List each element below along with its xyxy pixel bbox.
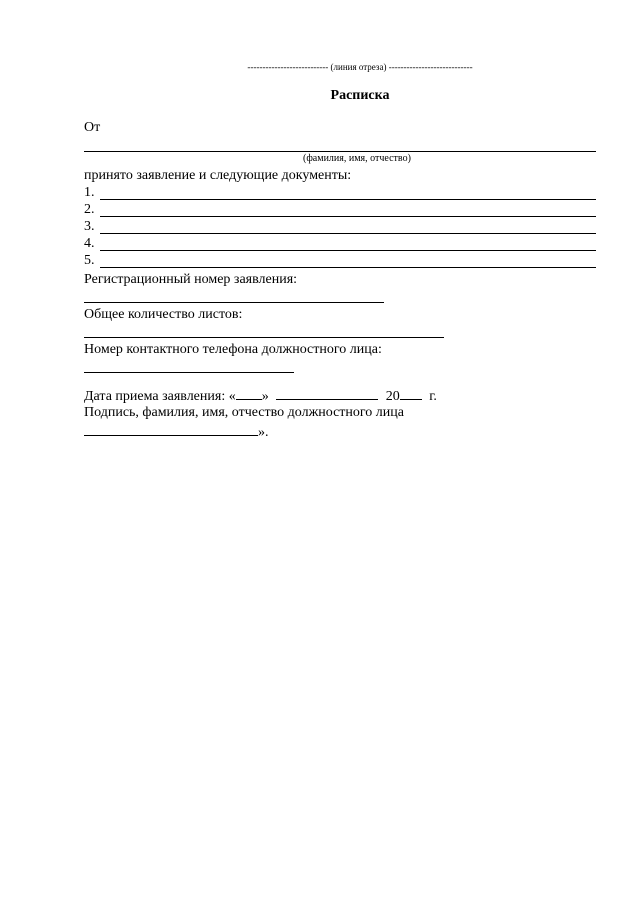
phone-label: Номер контактного телефона должностного лица:: [84, 342, 382, 357]
document-line-2[interactable]: [100, 216, 596, 217]
document-line-5[interactable]: [100, 267, 596, 268]
date-day-line[interactable]: [236, 387, 262, 400]
signature-label: Подпись, фамилия, имя, отчество должностного лица: [84, 405, 404, 420]
document-line-4[interactable]: [100, 250, 596, 251]
document-line-3[interactable]: [100, 233, 596, 234]
accepted-text: принято заявление и следующие документы:: [84, 168, 352, 183]
date-row: [84, 387, 437, 405]
document-number-1: 1.: [84, 185, 95, 200]
phone-line[interactable]: [84, 372, 294, 373]
name-caption: (фамилия, имя, отчество): [303, 153, 411, 164]
date-suffix: г.: [429, 389, 437, 404]
from-label: От: [84, 120, 101, 135]
document-number-5: 5.: [84, 253, 95, 268]
date-year: 20: [385, 389, 400, 404]
from-name-line[interactable]: [84, 151, 596, 152]
document-number-3: 3.: [84, 219, 95, 234]
reg-number-line[interactable]: [84, 302, 384, 303]
date-month-line[interactable]: [276, 387, 378, 400]
date-prefix: Дата приема заявления: «: [84, 389, 236, 404]
signature-line[interactable]: [84, 423, 258, 436]
date-year-line[interactable]: [400, 387, 422, 400]
signature-end: ».: [258, 425, 269, 440]
sheets-line[interactable]: [84, 337, 444, 338]
reg-number-label: Регистрационный номер заявления:: [84, 272, 298, 287]
document-number-4: 4.: [84, 236, 95, 251]
document-number-2: 2.: [84, 202, 95, 217]
signature-row: [84, 423, 269, 441]
date-quote-close: »: [261, 389, 269, 404]
page-title: Расписка: [330, 88, 390, 103]
document-line-1[interactable]: [100, 199, 596, 200]
cut-line: --------------------------- (линия отреза) ----------------------------: [247, 62, 473, 72]
sheets-label: Общее количество листов:: [84, 307, 243, 322]
